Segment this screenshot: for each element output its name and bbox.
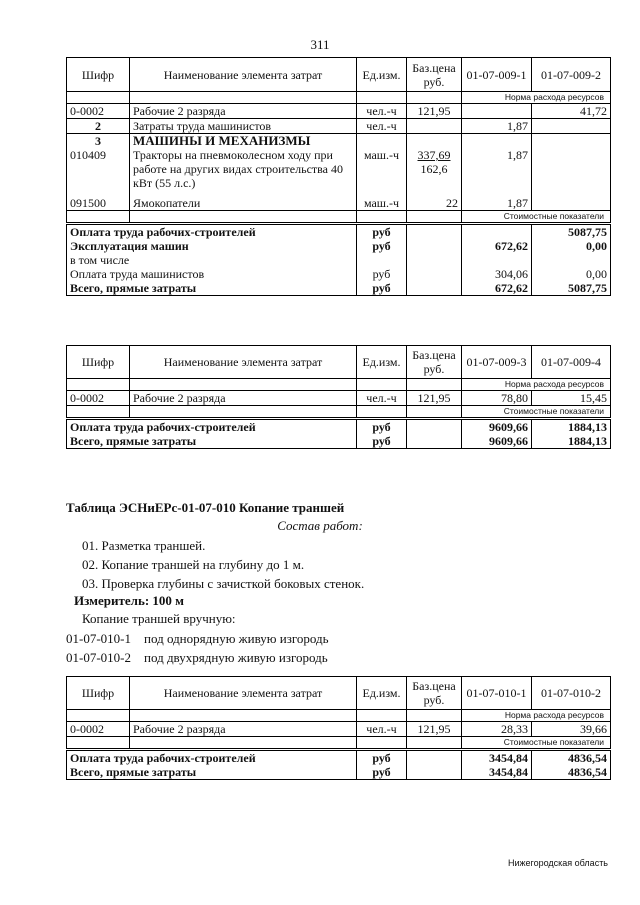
row-unit: чел.-ч — [357, 119, 407, 134]
cost-name: Оплата труда машинистов — [67, 267, 357, 281]
cost-value-1 — [462, 224, 532, 240]
table-row — [67, 267, 611, 281]
row-value-2: 39,66 — [532, 722, 611, 737]
header-price: Баз.цена руб. — [407, 677, 462, 710]
section-costs: Стоимостные показатели — [462, 737, 611, 750]
header-col-2: 01-07-009-2 — [532, 58, 611, 92]
row-unit: чел.-ч — [357, 391, 407, 406]
header-unit: Ед.изм. — [357, 677, 407, 710]
row-name: Затраты труда машинистов — [130, 119, 357, 134]
row-unit: маш.-ч — [357, 148, 407, 196]
estimate-table-2 — [66, 345, 611, 449]
table-row — [67, 281, 611, 296]
row-code: 2 — [67, 119, 130, 134]
list-item — [66, 648, 329, 667]
list-item: 03. Проверка глубины с зачисткой боковых стенок. — [82, 576, 365, 591]
row-name: Ямокопатели — [130, 196, 357, 211]
row-value-1: 28,33 — [462, 722, 532, 737]
row-name: Тракторы на пневмоколесном ходу при работе на других видах строительства 40 кВт (55 л.с.) — [130, 148, 357, 196]
header-col-1: 01-07-010-1 — [462, 677, 532, 710]
header-price: Баз.цена руб. — [407, 346, 462, 379]
table-row — [67, 224, 611, 240]
cost-unit: руб — [357, 434, 407, 449]
row-name: МАШИНЫ И МЕХАНИЗМЫ — [130, 134, 357, 149]
header-code: Шифр — [67, 58, 130, 92]
table-row — [67, 253, 611, 267]
row-unit: маш.-ч — [357, 196, 407, 211]
table-row — [67, 434, 611, 449]
cost-value-1: 9609,66 — [462, 419, 532, 435]
row-value-2: 41,72 — [532, 104, 611, 119]
list-item: 02. Копание траншей на глубину до 1 м. — [82, 557, 305, 572]
row-name: Рабочие 2 разряда — [130, 391, 357, 406]
cost-value-2: 5087,75 — [532, 281, 611, 296]
table-row — [67, 722, 611, 737]
row-code: 091500 — [67, 196, 130, 211]
cost-value-2: 0,00 — [532, 239, 611, 253]
cost-name: Всего, прямые затраты — [67, 281, 357, 296]
cost-unit: руб — [357, 281, 407, 296]
row-code: 0-0002 — [67, 104, 130, 119]
section-norms: Норма расхода ресурсов — [462, 379, 611, 391]
cost-name: Оплата труда рабочих-строителей — [67, 750, 357, 766]
row-price-secondary: 162,6 — [420, 162, 448, 176]
row-price: 22 — [407, 196, 462, 211]
section-norms: Норма расхода ресурсов — [462, 92, 611, 104]
row-value-1 — [462, 104, 532, 119]
cost-name: Всего, прямые затраты — [67, 434, 357, 449]
cost-unit: руб — [357, 224, 407, 240]
variants-list — [66, 629, 329, 667]
table-row — [67, 765, 611, 780]
table-row — [67, 119, 611, 134]
header-unit: Ед.изм. — [357, 346, 407, 379]
meter-value: 100 м — [152, 593, 185, 608]
estimate-table-1 — [66, 57, 611, 296]
row-price: 121,95 — [407, 104, 462, 119]
section-costs: Стоимостные показатели — [462, 211, 611, 224]
cost-value-1: 304,06 — [462, 267, 532, 281]
cost-name: Всего, прямые затраты — [67, 765, 357, 780]
row-code: 010409 — [67, 148, 130, 196]
cost-value-2: 4836,54 — [532, 750, 611, 766]
header-code: Шифр — [67, 677, 130, 710]
row-value-1: 1,87 — [462, 119, 532, 134]
header-col-1: 01-07-009-3 — [462, 346, 532, 379]
table-row — [67, 196, 611, 211]
cost-name: Эксплуатация машин — [67, 239, 357, 253]
table-row — [67, 148, 611, 196]
row-name: Рабочие 2 разряда — [130, 104, 357, 119]
row-price: 121,95 — [407, 391, 462, 406]
table-row — [67, 239, 611, 253]
cost-name: Оплата труда рабочих-строителей — [67, 224, 357, 240]
table-row — [67, 750, 611, 766]
cost-name: Оплата труда рабочих-строителей — [67, 419, 357, 435]
row-price: 337,69 — [417, 148, 451, 162]
row-value-2: 15,45 — [532, 391, 611, 406]
header-name: Наименование элемента затрат — [130, 346, 357, 379]
cost-unit: руб — [357, 765, 407, 780]
section-norms: Норма расхода ресурсов — [462, 710, 611, 722]
section-costs: Стоимостные показатели — [462, 406, 611, 419]
variant-code: 01-07-010-2 — [66, 650, 131, 665]
variant-text: под двухрядную живую изгородь — [144, 650, 328, 665]
header-code: Шифр — [67, 346, 130, 379]
table-row — [67, 419, 611, 435]
section-subtitle: Копание траншей вручную: — [82, 611, 236, 626]
cost-value-2: 1884,13 — [532, 419, 611, 435]
meter-label: Измеритель: — [74, 593, 150, 608]
cost-value-2: 0,00 — [532, 267, 611, 281]
works-list — [82, 536, 364, 593]
header-col-2: 01-07-009-4 — [532, 346, 611, 379]
list-item — [66, 629, 329, 648]
cost-unit: руб — [357, 267, 407, 281]
cost-value-2: 4836,54 — [532, 765, 611, 780]
cost-value-2: 1884,13 — [532, 434, 611, 449]
footer-region: Нижегородская область — [507, 858, 608, 868]
cost-value-1: 672,62 — [462, 281, 532, 296]
row-name: Рабочие 2 разряда — [130, 722, 357, 737]
cost-unit: руб — [357, 419, 407, 435]
header-name: Наименование элемента затрат — [130, 58, 357, 92]
estimate-table-3 — [66, 676, 611, 780]
row-price: 121,95 — [407, 722, 462, 737]
cost-value-1: 3454,84 — [462, 750, 532, 766]
cost-unit: руб — [357, 750, 407, 766]
row-unit: чел.-ч — [357, 722, 407, 737]
row-unit: чел.-ч — [357, 104, 407, 119]
variant-text: под однорядную живую изгородь — [144, 631, 329, 646]
header-unit: Ед.изм. — [357, 58, 407, 92]
row-value-1: 1,87 — [462, 148, 532, 196]
cost-value-1: 672,62 — [462, 239, 532, 253]
header-col-2: 01-07-010-2 — [532, 677, 611, 710]
composition-label: Состав работ: — [277, 518, 363, 533]
table-row — [67, 391, 611, 406]
header-col-1: 01-07-009-1 — [462, 58, 532, 92]
section-title: Таблица ЭСНиЕРс-01-07-010 Копание траншей — [66, 500, 345, 515]
meter — [74, 593, 184, 609]
list-item: 01. Разметка траншей. — [82, 538, 206, 553]
header-price: Баз.цена руб. — [407, 58, 462, 92]
table-row — [67, 104, 611, 119]
row-code: 0-0002 — [67, 391, 130, 406]
cost-value-1: 9609,66 — [462, 434, 532, 449]
table-row — [67, 134, 611, 149]
row-code: 0-0002 — [67, 722, 130, 737]
row-value-1: 78,80 — [462, 391, 532, 406]
row-code: 3 — [67, 134, 130, 149]
header-name: Наименование элемента затрат — [130, 677, 357, 710]
page-number: 311 — [310, 37, 330, 52]
cost-value-1: 3454,84 — [462, 765, 532, 780]
cost-unit: руб — [357, 239, 407, 253]
cost-name: в том числе — [67, 253, 357, 267]
cost-value-2: 5087,75 — [532, 224, 611, 240]
variant-code: 01-07-010-1 — [66, 631, 131, 646]
row-value-1: 1,87 — [462, 196, 532, 211]
